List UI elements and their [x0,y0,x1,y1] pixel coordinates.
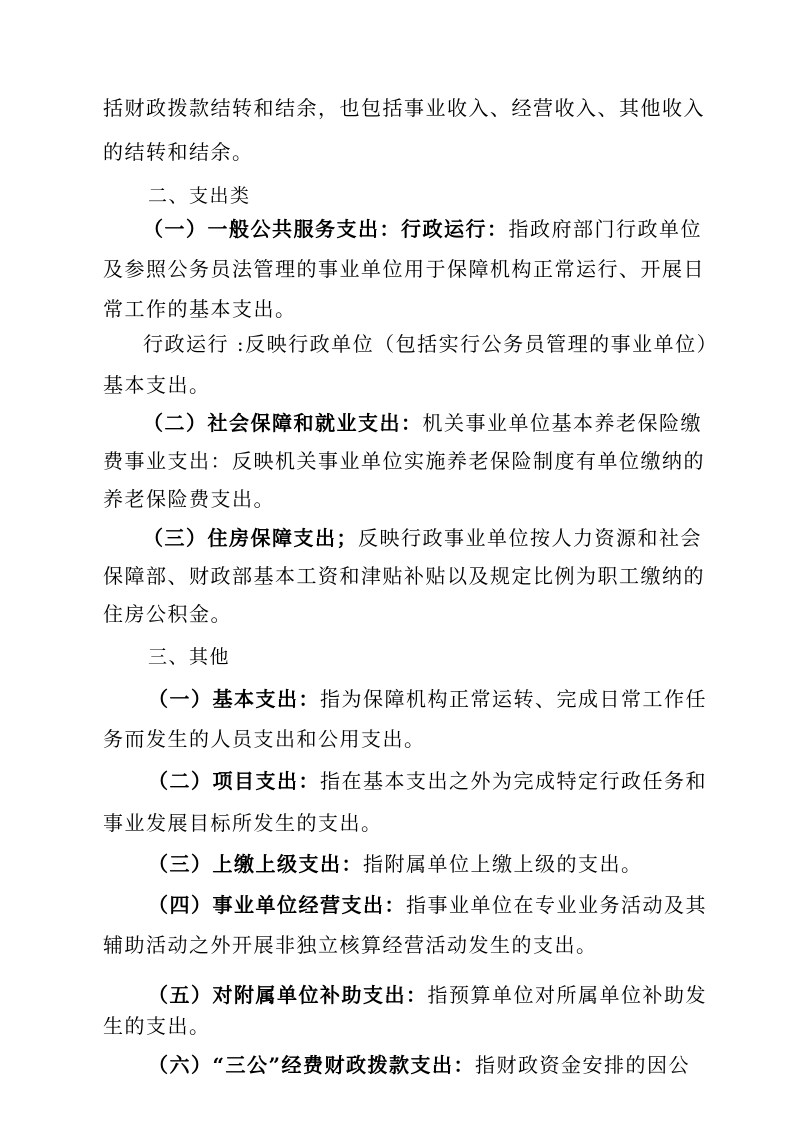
item-label: （三）上缴上级支出： [148,852,363,876]
text-line: 事业发展目标所发生的支出。 [103,811,383,835]
text-line: 及参照公务员法管理的事业单位用于保障机构正常运行、开展日 [103,257,705,281]
item-label: （二）项目支出： [148,769,320,793]
text-line: 住房公积金。 [103,602,232,626]
text-line: （一）一般公共服务支出：行政运行：指政府部门行政单位 [143,217,702,241]
text-line: 括财政拨款结转和结余，也包括事业收入、经营收入、其他收入 [103,96,705,120]
section-heading-expenditure: 二、支出类 [148,185,251,207]
text-line: （五）对附属单位补助支出：指预算单位对所属单位补助发 [148,983,707,1007]
text-line: 常工作的基本支出。 [103,297,297,321]
text-line: （六）“三公”经费财政拨款支出：指财政资金安排的因公 [148,1053,691,1077]
text-line: 行政运行 :反映行政单位（包括实行公务员管理的事业单位） [143,332,719,356]
text-line: 的结转和结余。 [103,140,254,164]
text-line: （三）住房保障支出；反映行政事业单位按人力资源和社会 [143,526,702,550]
item-label: （一）基本支出： [148,687,320,711]
item-label: （三）住房保障支出； [143,526,358,550]
text-line: 费事业支出：反映机关事业单位实施养老保险制度有单位缴纳的 [103,449,705,473]
text-line: 保障部、财政部基本工资和津贴补贴以及规定比例为职工缴纳的 [103,564,705,588]
text-line: 生的支出。 [103,1014,211,1038]
text-line: 基本支出。 [103,373,211,397]
text-line: 辅助活动之外开展非独立核算经营活动发生的支出。 [103,933,598,957]
item-label: （四）事业单位经营支出： [148,893,406,917]
item-label: （二）社会保障和就业支出： [143,411,423,435]
item-label: （五）对附属单位补助支出： [148,983,428,1007]
text-line: 务而发生的人员支出和公用支出。 [103,727,426,751]
text-line: （二）项目支出：指在基本支出之外为完成特定行政任务和 [148,769,707,793]
section-heading-other: 三、其他 [148,646,231,668]
text-line: （四）事业单位经营支出：指事业单位在专业业务活动及其 [148,893,707,917]
text-line: （一）基本支出：指为保障机构正常运转、完成日常工作任 [148,687,707,711]
text-line: 养老保险费支出。 [103,487,275,511]
text-line: （三）上缴上级支出：指附属单位上缴上级的支出。 [148,852,643,876]
item-label: （六）“三公”经费财政拨款支出： [148,1053,476,1077]
text-line: （二）社会保障和就业支出：机关事业单位基本养老保险缴 [143,411,702,435]
item-label: （一）一般公共服务支出：行政运行： [143,217,509,241]
